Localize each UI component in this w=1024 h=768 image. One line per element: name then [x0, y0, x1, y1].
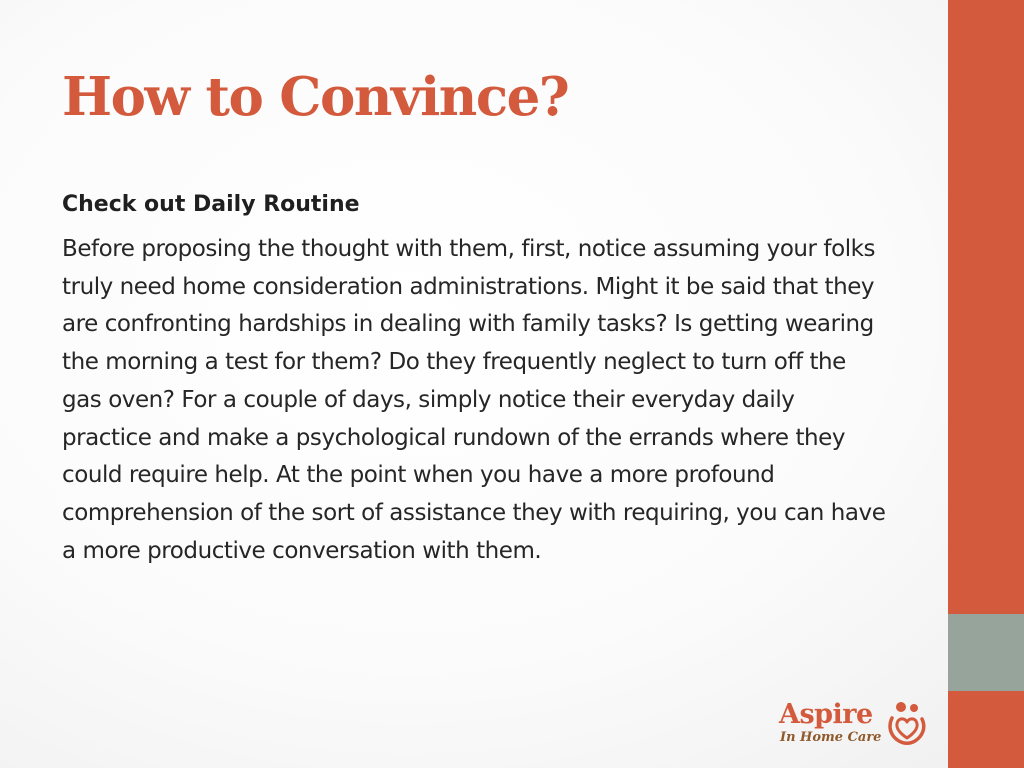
side-bar-top-segment [948, 0, 1024, 614]
logo-tagline: In Home Care [780, 730, 882, 745]
heart-hands-icon [886, 700, 928, 746]
side-bar-middle-segment [948, 614, 1024, 691]
company-logo [776, 700, 936, 752]
logo-wordmark: Aspire [779, 699, 873, 730]
section-heading: Check out Daily Routine [62, 192, 360, 217]
slide-title: How to Convince? [62, 66, 569, 128]
body-paragraph: Before proposing the thought with them, first, notice assuming your folks truly need home consideration administrations. Might it be said that they are confronting hardships in dealing with family tasks? Is getting wearing the morning a test for them? Do they frequently neglect to turn off the gas oven? For a couple of days, simply notice their everyday daily practice and make a psychological rundown of the errands where they could require help. At the point when you have a more profound comprehension of the sort of assistance they with requiring, you can have a more productive conversation with them. [62, 236, 886, 564]
side-bar-bottom-segment [948, 691, 1024, 768]
decorative-side-bar [948, 0, 1024, 768]
